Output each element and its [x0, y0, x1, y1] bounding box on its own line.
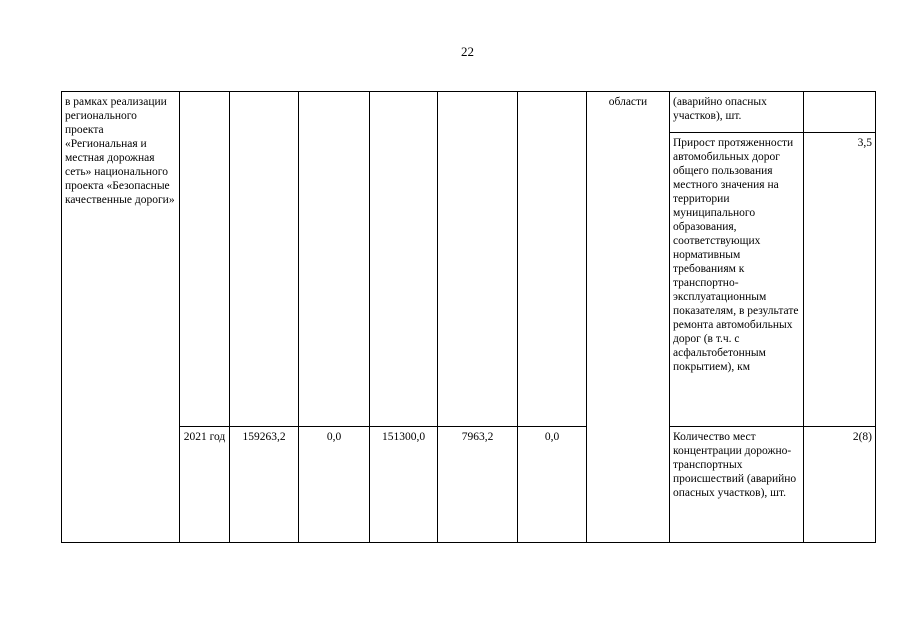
year-cell-empty — [180, 92, 230, 427]
regional-cell-empty — [370, 92, 438, 427]
other-cell-empty — [518, 92, 587, 427]
indicator-cell: Прирост протяженности автомобильных дорог общего пользования местного значения на территории муниципального образования, соответствующих нормативным требованиям к транспортно-эксплуатационным показателям, в результате ремонта автомобильных дорог (в т.ч. с асфальтобетонным покрытием), км — [670, 133, 804, 427]
measure-description: в рамках реализации регионального проекта «Региональная и местная дорожная сеть» национального проекта «Безопасные качественные дороги» — [62, 92, 180, 543]
page-number: 22 — [461, 44, 474, 59]
total-cell: 159263,2 — [230, 427, 299, 543]
indicator-value: 3,5 — [804, 133, 876, 427]
indicator-cell: (аварийно опасных участков), шт. — [670, 92, 804, 133]
executor-cell: области — [587, 92, 670, 543]
indicator-value — [804, 92, 876, 133]
other-cell: 0,0 — [518, 427, 587, 543]
budget-table — [61, 91, 876, 543]
federal-cell: 0,0 — [299, 427, 370, 543]
local-cell: 7963,2 — [438, 427, 518, 543]
federal-cell-empty — [299, 92, 370, 427]
total-cell-empty — [230, 92, 299, 427]
local-cell-empty — [438, 92, 518, 427]
year-cell: 2021 год — [180, 427, 230, 543]
indicator-value: 2(8) — [804, 427, 876, 543]
regional-cell: 151300,0 — [370, 427, 438, 543]
indicator-cell: Количество мест концентрации дорожно-транспортных происшествий (аварийно опасных участков), шт. — [670, 427, 804, 543]
